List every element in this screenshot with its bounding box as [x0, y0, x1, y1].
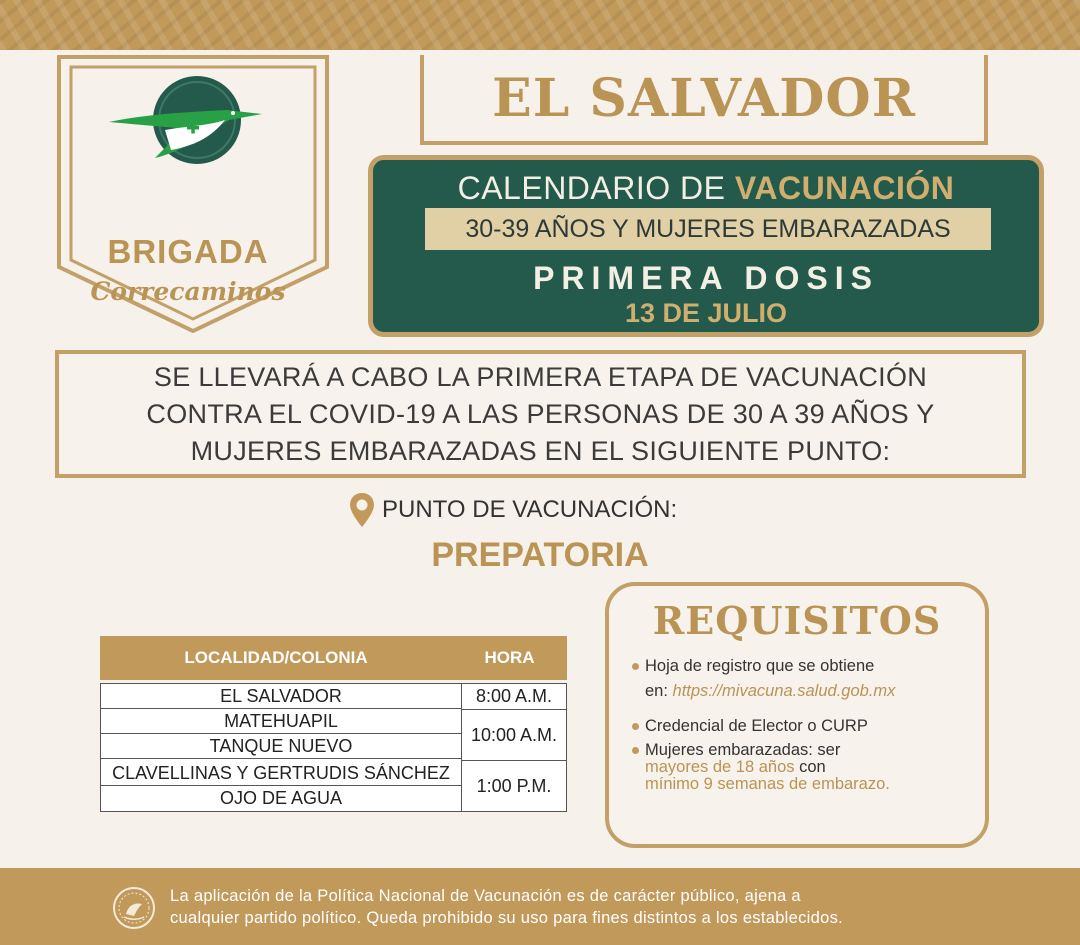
age-group-label: 30-39 AÑOS Y MUJERES EMBARAZADAS: [465, 214, 951, 243]
table-row: [101, 734, 461, 759]
calendar-highlight: VACUNACIÓN: [734, 170, 955, 206]
column-header-locality: LOCALIDAD/COLONIA: [184, 648, 368, 667]
requirement-item: [645, 742, 890, 793]
registration-link[interactable]: https://mivacuna.salud.gob.mx: [672, 682, 896, 700]
footer-disclaimer: [170, 885, 843, 929]
hour-cell: 10:00 A.M.: [470, 724, 558, 745]
site-name: PREPATORIA: [431, 536, 649, 574]
vaccination-date: 13 DE JULIO: [624, 298, 788, 328]
vaccination-calendar-card: [368, 155, 1044, 337]
table-row: [101, 786, 461, 811]
vaccination-point-label: PUNTO DE VACUNACIÓN:: [382, 496, 678, 523]
badge-title: BRIGADA: [107, 233, 269, 270]
table-header: [100, 636, 567, 680]
locality-cell: TANQUE NUEVO: [209, 735, 353, 756]
requirement-text: Hoja de registro que se obtiene: [645, 657, 875, 675]
table-body: [100, 683, 567, 812]
locality-cell: EL SALVADOR: [220, 685, 342, 706]
footer-band: [0, 868, 1080, 945]
top-ornamental-band: [0, 0, 1080, 50]
age-group-strip: [425, 208, 991, 250]
roadrunner-cross-icon: [107, 70, 267, 170]
requirement-highlight: mínimo 9 semanas de embarazo.: [645, 775, 890, 793]
table-row: [101, 709, 461, 734]
dose-label: PRIMERA DOSIS: [533, 260, 879, 296]
location-pin-icon: [348, 491, 376, 529]
footer-line: La aplicación de la Política Nacional de Vacunación es de carácter público, ajena a: [170, 887, 801, 905]
requirement-text: en:: [645, 682, 668, 700]
hour-cell: 8:00 A.M.: [475, 686, 553, 706]
announcement-line: CONTRA EL COVID-19 A LAS PERSONAS DE 30 A 39 AÑOS Y: [146, 398, 935, 429]
bullet-icon: [632, 723, 639, 730]
location-title-box: [420, 55, 988, 145]
vaccination-site-name: [0, 536, 1080, 575]
national-seal-icon: [112, 886, 156, 930]
table-row: [101, 684, 461, 709]
bullet-icon: [632, 663, 639, 670]
requirement-text: Mujeres embarazadas: ser: [645, 741, 841, 759]
requirements-title: REQUISITOS: [652, 598, 942, 643]
footer-line: cualquier partido político. Queda prohibido su uso para fines distintos a los establecidos.: [170, 909, 844, 927]
requirements-box: [605, 582, 989, 848]
requirement-item: [645, 654, 895, 704]
brigada-badge: [57, 55, 329, 333]
calendar-prefix: CALENDARIO DE: [457, 170, 726, 206]
locality-cell: CLAVELLINAS Y GERTRUDIS SÁNCHEZ: [112, 762, 450, 783]
requirement-item: [645, 714, 868, 739]
hour-cell: 1:00 P.M.: [476, 775, 552, 796]
schedule-table: [100, 636, 567, 812]
page-title: EL SALVADOR: [492, 67, 916, 129]
locality-cell: OJO DE AGUA: [219, 788, 343, 808]
announcement-box: [55, 350, 1026, 478]
badge-subtitle: Correcaminos: [90, 277, 286, 306]
table-row: [101, 761, 461, 786]
requirement-text: Credencial de Elector o CURP: [645, 717, 868, 735]
locality-cell: MATEHUAPIL: [224, 710, 338, 731]
bullet-icon: [632, 747, 639, 754]
calendar-heading: [373, 170, 1039, 207]
requirement-text: con: [799, 758, 826, 776]
announcement-line: SE LLEVARÁ A CABO LA PRIMERA ETAPA DE VACUNACIÓN: [153, 361, 928, 392]
requirement-highlight: mayores de 18 años: [645, 758, 795, 776]
column-header-hour: HORA: [484, 648, 535, 667]
vaccination-point: [348, 490, 677, 530]
announcement-line: MUJERES EMBARAZADAS EN EL SIGUIENTE PUNTO:: [190, 435, 891, 466]
